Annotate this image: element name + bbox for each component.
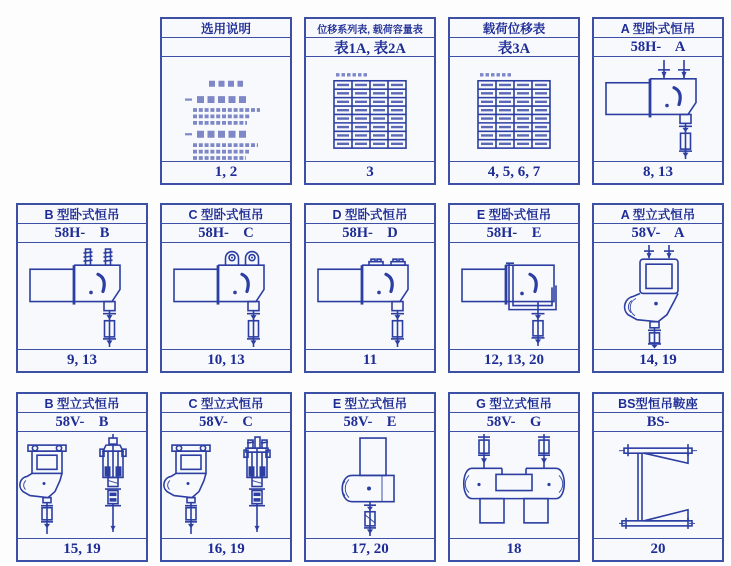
panel-pages: 14, 19 [594, 349, 722, 371]
panel-figure [594, 432, 722, 538]
panel-58h-e [448, 203, 580, 373]
panel-title: G 型立式恒吊 [450, 394, 578, 413]
panel-model: 58H- A [594, 38, 722, 57]
panel-58v-e [304, 392, 436, 562]
panel-title: C 型卧式恒吊 [162, 205, 290, 224]
panel-figure [18, 432, 146, 538]
panel-model [162, 38, 290, 57]
panel-58h-a [592, 17, 724, 185]
panel-figure [162, 243, 290, 349]
panel-bs-saddle [592, 392, 724, 562]
panel-58v-a [592, 203, 724, 373]
panel-figure [594, 57, 722, 161]
panel-title: 选用说明 [162, 19, 290, 38]
panel-58v-c [160, 392, 292, 562]
panel-title: D 型卧式恒吊 [306, 205, 434, 224]
hanger-58v-a-figure [594, 243, 722, 349]
panel-figure [450, 57, 578, 161]
panel-title: BS型恒吊鞍座 [594, 394, 722, 413]
saddle-bs-figure [594, 432, 722, 538]
panel-figure [594, 243, 722, 349]
panel-model: BS- [594, 413, 722, 432]
panel-pages: 1, 2 [162, 161, 290, 183]
hanger-58v-b-figure [18, 432, 146, 538]
panel-pages: 11 [306, 349, 434, 371]
panel-model: 58V- B [18, 413, 146, 432]
panel-pages: 15, 19 [18, 538, 146, 560]
panel-model: 58V- A [594, 224, 722, 243]
panel-model: 58H- D [306, 224, 434, 243]
panel-title: 载荷位移表 [450, 19, 578, 38]
panel-figure [306, 432, 434, 538]
panel-selection-notes [160, 17, 292, 185]
panel-title: 位移系列表, 载荷容量表 [306, 19, 434, 38]
hanger-58h-e-figure [450, 243, 578, 349]
hanger-58v-g-figure [450, 432, 578, 538]
panel-model: 表3A [450, 38, 578, 57]
panel-title: E 型立式恒吊 [306, 394, 434, 413]
panel-model: 58V- G [450, 413, 578, 432]
panel-model: 58V- E [306, 413, 434, 432]
hanger-58v-e-figure [306, 432, 434, 538]
panel-figure [306, 57, 434, 161]
panel-title: A 型立式恒吊 [594, 205, 722, 224]
panel-figure [450, 432, 578, 538]
panel-pages: 12, 13, 20 [450, 349, 578, 371]
panel-pages: 10, 13 [162, 349, 290, 371]
panel-model: 58H- C [162, 224, 290, 243]
panel-figure [162, 432, 290, 538]
hanger-58h-c-figure [162, 243, 290, 349]
selection-notes-figure [162, 57, 290, 161]
panel-model: 58V- C [162, 413, 290, 432]
panel-figure [18, 243, 146, 349]
panel-pages: 9, 13 [18, 349, 146, 371]
panel-pages: 16, 19 [162, 538, 290, 560]
panel-pages: 18 [450, 538, 578, 560]
hanger-58v-c-figure [162, 432, 290, 538]
panel-load-displacement-table [448, 17, 580, 185]
mini-table-figure [450, 57, 578, 161]
panel-58h-d [304, 203, 436, 373]
panel-model: 58H- E [450, 224, 578, 243]
hanger-58h-b-figure [18, 243, 146, 349]
panel-pages: 8, 13 [594, 161, 722, 183]
panel-title: B 型立式恒吊 [18, 394, 146, 413]
panel-figure [162, 57, 290, 161]
panel-pages: 17, 20 [306, 538, 434, 560]
panel-model: 表1A, 表2A [306, 38, 434, 57]
panel-figure [306, 243, 434, 349]
panel-title: A 型卧式恒吊 [594, 19, 722, 38]
panel-pages: 3 [306, 161, 434, 183]
panel-pages: 20 [594, 538, 722, 560]
panel-displacement-series-table [304, 17, 436, 185]
panel-figure [450, 243, 578, 349]
panel-pages: 4, 5, 6, 7 [450, 161, 578, 183]
hanger-58h-a-figure [594, 57, 722, 161]
panel-58v-g [448, 392, 580, 562]
mini-table-figure [306, 57, 434, 161]
panel-title: E 型卧式恒吊 [450, 205, 578, 224]
panel-title: C 型立式恒吊 [162, 394, 290, 413]
panel-58v-b [16, 392, 148, 562]
panel-58h-b [16, 203, 148, 373]
panel-title: B 型卧式恒吊 [18, 205, 146, 224]
panel-58h-c [160, 203, 292, 373]
panel-model: 58H- B [18, 224, 146, 243]
hanger-58h-d-figure [306, 243, 434, 349]
